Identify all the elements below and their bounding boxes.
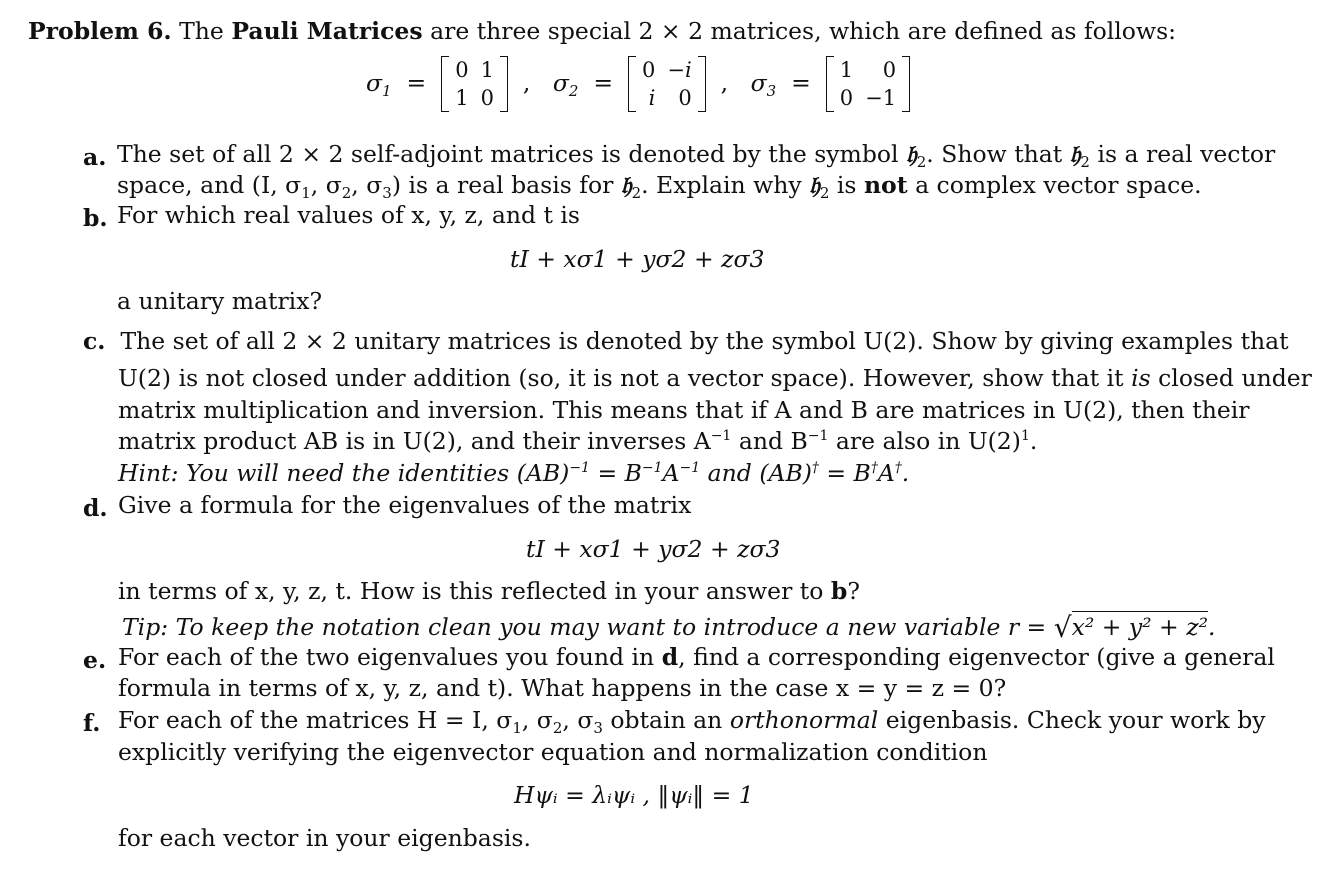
sigma2-symbol: $\sigma_2$ <box>552 68 579 100</box>
part-b-label: b. <box>83 204 108 232</box>
problem-label: Problem 6. <box>28 17 172 45</box>
part-b-after: a unitary matrix? <box>117 287 323 315</box>
part-c-line2: matrix multiplication and inversion. This means that if A and B are matrices in U(2), then their <box>118 396 1250 424</box>
part-f-after: for each vector in your eigenbasis. <box>118 824 531 852</box>
pauli-bold: Pauli Matrices <box>231 17 423 45</box>
part-d-text: Give a formula for the eigenvalues of the matrix <box>118 491 692 519</box>
part-f-label: f. <box>83 709 101 737</box>
part-c-line3: matrix product AB is in U(2), and their inverses $A^{-1}$ and $B^{-1}$ are also in $U(2)^1$. <box>118 427 1038 455</box>
part-c-cut-line: c. The set of all 2 × 2 unitary matrices is denoted by the symbol U(2). Show by giving examples that <box>83 327 1289 355</box>
part-f-line1: For each of the matrices H = I, $\sigma_1$, $\sigma_2$, $\sigma_3$ obtain an orthonormal eigenbasis. Check your work by <box>118 706 1266 737</box>
sigma3-symbol: $\sigma_3$ <box>750 68 777 100</box>
sigma1-symbol: $\sigma_1$ <box>366 68 392 100</box>
part-a-line2: space, and (I, $\sigma_1$, $\sigma_2$, $\sigma_3$) is a real basis for 𝔥$_2$. Explain why 𝔥$_2$ is not a complex vector space. <box>117 171 1202 202</box>
problem-header <box>28 17 1177 45</box>
part-d-after: in terms of x, y, z, t. How is this reflected in your answer to b? <box>118 577 860 605</box>
sigma1-matrix: 0 1 1 0 <box>441 56 508 112</box>
part-d-label: d. <box>83 494 108 522</box>
part-b-formula: tI + xσ1 + yσ2 + zσ3 <box>510 245 765 273</box>
sigma3-matrix: 1 0 0 −1 <box>826 56 910 112</box>
part-e-label: e. <box>83 646 107 674</box>
part-e-line1: For each of the two eigenvalues you found in d, find a corresponding eigenvector (give a general <box>118 643 1275 671</box>
part-d-formula: tI + xσ1 + yσ2 + zσ3 <box>526 535 781 563</box>
part-b-text: For which real values of x, y, z, and t is <box>117 201 580 229</box>
part-d-tip: Tip: To keep the notation clean you may want to introduce a new variable r = √x² + y² + z². <box>122 611 1216 644</box>
part-a-line1: The set of all 2 × 2 self-adjoint matrices is denoted by the symbol 𝔥$_2$. Show that 𝔥$_2$ is a real vector <box>117 140 1276 171</box>
intro-rest: are three special 2 × 2 matrices, which are defined as follows: <box>430 17 1177 45</box>
part-a-label: a. <box>83 143 107 171</box>
sigma2-matrix: 0 −i i 0 <box>628 56 706 112</box>
part-c-hint: Hint: You will need the identities $(AB)^{-1} = B^{-1}A^{-1}$ and (AB)† = B†A†. <box>118 459 910 487</box>
pauli-matrices-row: $\sigma_1$ = 0 1 1 0 , $\sigma_2$ = 0 −i i 0 , $\sigma_3$ = 1 0 0 −1 <box>366 56 910 112</box>
part-c-line1: U(2) is not closed under addition (so, it is not a vector space). However, show that it is closed under <box>118 364 1312 392</box>
part-f-formula: Hψᵢ = λᵢψᵢ , ‖ψᵢ‖ = 1 <box>514 781 754 809</box>
part-e-line2: formula in terms of x, y, z, and t). What happens in the case x = y = z = 0? <box>118 674 1007 702</box>
part-f-line2: explicitly verifying the eigenvector equation and normalization condition <box>118 738 988 766</box>
intro-text: The <box>179 17 224 45</box>
